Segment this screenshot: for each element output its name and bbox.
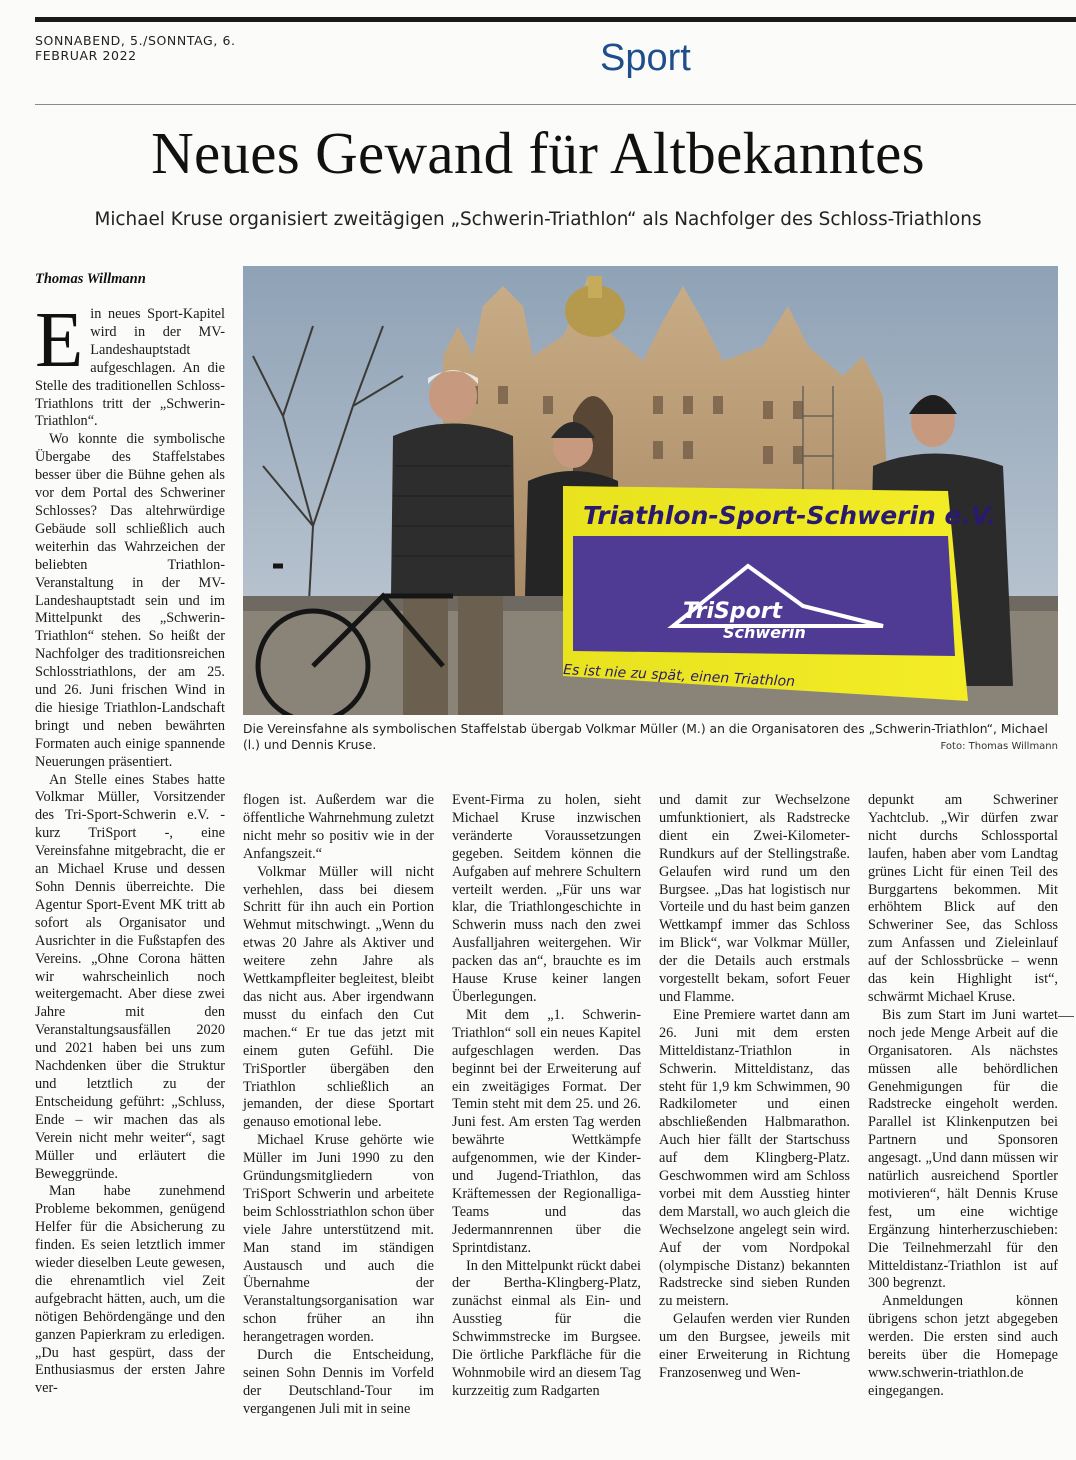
paragraph: Gelaufen werden vier Runden um den Burgsee, jeweils mit einer Erweiterung in Richtung Franzosenweg und Wen- (659, 1311, 850, 1381)
paragraph: Michael Kruse gehörte wie Müller im Juni 1990 zu den Gründungsmitgliedern von TriSport Schwerin und arbeitete beim Schlosstriathlon schon über viele Jahre unterstützend mit. Man stand im ständigen Austausch und auch die Übernahme der Veranstaltungsorganisation war schon früher an ihn herangetragen worden. (243, 1132, 434, 1346)
paragraph: Volkmar Müller will nicht verhehlen, dass bei diesem Schritt für ihn auch ein Portion Wehmut mitschwingt. „Wenn du etwas 20 Jahre als Aktiver und weitere zehn Jahre als Wettkampfleiter begleitest, bleibt das nicht aus. Aber irgendwann musst du einfach den Cut machen.“ Er tue das jetzt mit einem guten Gefühl. Die TriSportler übergäben den Triathlon schließlich an jemanden, der diese Sportart genauso emotional lebe. (243, 863, 434, 1131)
photo-caption: Die Vereinsfahne als symbolischen Staffelstab übergab Volkmar Müller (M.) an die Organisatoren des „Schwerin-Triathlon“, Michael (l.) und Dennis Kruse. (243, 722, 1048, 752)
article-column-5 (868, 792, 1058, 1401)
banner-bottom-text: Es ist nie zu spät, einen Triathlon (562, 662, 796, 691)
paragraph: An Stelle eines Stabes hatte Volkmar Müller, Vorsitzender des Tri-Sport-Schwerin e.V. - kurz TriSport -, eine Vereinsfahne mitgebracht, die er an Michael Kruse und dessen Sohn Dennis überreichte. Die Agentur Sport-Event MK tritt ab sofort als Organisator und Ausrichter in die Fußstapfen des Vereins. „Ohne Corona hätten wir wahrscheinlich noch weitergemacht. Aber diese zwei Jahre mit den Veranstaltungsausfällen 2020 und 2021 haben bei uns zum Nachdenken über die Struktur und letztlich zu der Entscheidung geführt: „Schluss, Ende – wir machen das als Verein nicht mehr weiter“, sagt Müller und erläutert die Beweggründe. (35, 771, 225, 1182)
banner-title: Triathlon-Sport-Schwerin e.V. (583, 501, 996, 530)
headline: Neues Gewand für Altbekanntes (151, 120, 925, 186)
paragraph: Event-Firma zu holen, sieht Michael Kruse inzwischen veränderte Voraussetzungen gegeben. Seitdem können die Aufgaben auf mehrere Schultern verteilt werden. „Für uns war klar, die Triathlongeschichte in Schwerin muss nach den zwei Ausfalljahren weitergehen. Wir packen das an“, brauchte es im Hause Kruse keiner langen Überlegungen. (452, 792, 641, 1005)
photo-illustration (243, 266, 1058, 715)
paragraph: Durch die Entscheidung, seinen Sohn Dennis im Vorfeld der Deutschland-Tour im vergangenen Juli mit in seine (243, 1347, 434, 1417)
paragraph: Bis zum Start im Juni wartet noch jede Menge Arbeit auf die Organisatoren. Als nächstes müssen alle behördlichen Genehmigungen für die Radstrecke eingeholt werden. Parallel ist Klinkenputzen bei Partnern und Sponsoren angesagt. „Und dann müssen wir natürlich ausreichend Sportler motivieren“, hält Dennis Kruse fest, um eine wichtige Ergänzung hinterherzuschieben: Die Teilnehmerzahl für den Mitteldistanz-Triathlon ist auf 300 begrenzt. (868, 1006, 1058, 1292)
paragraph: Eine Premiere wartet dann am 26. Juni mit dem ersten Mitteldistanz-Triathlon in Schwerin. Mitteldistanz, das steht für 1,9 km Schwimmen, 90 Radkilometer und einen abschließenden Halbmarathon. Auch hier fällt der Startschuss auf dem Klingberg-Platz. Geschwommen wird am Schloss vorbei mit dem Ausstieg hinter dem Marstall, wo auch gleich die Wechselzone angelegt sein wird. Auf der vom Nordpokal (olympische Distanz) bekannten Radstrecke sind sieben Runden zu meistern. (659, 1006, 850, 1310)
author-byline: Thomas Willmann (35, 271, 146, 287)
article-photo (243, 266, 1058, 715)
paragraph: flogen ist. Außerdem war die öffentliche Wahrnehmung zuletzt nicht mehr so positiv wie in der Anfangszeit.“ (243, 792, 434, 862)
drop-cap: E (35, 297, 84, 384)
section-title: Sport (600, 37, 691, 79)
lead-text: in neues Sport-Kapitel wird in der MV-Landeshauptstadt aufgeschlagen. An die Stelle des traditionellen Schloss-Triathlons tritt der „Schwerin-Triathlon“. (35, 306, 225, 430)
photo-credit: Foto: Thomas Willmann (940, 741, 1058, 752)
dateline: SONNABEND, 5./SONNTAG, 6. FEBRUAR 2022 (35, 33, 236, 63)
lead-paragraph (35, 297, 225, 431)
paragraph: depunkt am Schweriner Yachtclub. „Wir dürfen zwar nicht durchs Schlossportal laufen, haben aber vom Landtag grünes Licht für einen Teil des Burggartens bekommen. Mit erhöhtem Blick auf den Schweriner See, das Schloss zum Anfassen und Zieleinlauf auf der Schlossbrücke – wenn das kein Highlight ist“, schwärmt Michael Kruse. (868, 792, 1058, 1005)
paragraph: In den Mittelpunkt rückt dabei der Bertha-Klingberg-Platz, zunächst einmal als Ein- und Ausstieg für die Schwimmstrecke im Burgsee. Die örtliche Parkfläche für die Wohnmobile wird an diesem Tag kurzzeitig zum Radgarten (452, 1257, 641, 1399)
paragraph: Wo konnte die symbolische Übergabe des Staffelstabes besser über die Bühne gehen als vor dem Portal des Schweriner Schlosses? Das altehrwürdige Gebäude soll schließlich auch weiterhin das Wahrzeichen der beliebten Triathlon-Veranstaltung in der MV-Landeshauptstadt sein und im Mittelpunkt des „Schwerin-Triathlon“ stehen. So heißt der Nachfolger des traditionsreichen Schlosstriathlons, der am 25. und 26. Juni frischen Wind in die hiesige Triathlon-Landschaft bringt und neben bewährten Formaten auch einige spannende Neuerungen präsentiert. (35, 431, 225, 770)
top-rule (35, 17, 1076, 22)
subheadline: Michael Kruse organisiert zweitägigen „Schwerin-Triathlon“ als Nachfolger des Schloss-Triathlons (94, 209, 982, 230)
article-column-3 (452, 792, 641, 1401)
margin-tick (1058, 1016, 1074, 1017)
paragraph: und damit zur Wechselzone umfunktioniert, als Radstrecke dient ein Zwei-Kilometer-Rundkurs auf der Stellingstraße. Gelaufen wird rund um den Burgsee. „Das hat logistisch nur Vorteile und du hast beim ganzen Wettkampf immer das Schloss im Blick“, war Volkmar Müller, der die Details auch erstmals vorgestellt bekam, sofort Feuer und Flamme. (659, 792, 850, 1005)
banner-logo-line1: TriSport (683, 599, 783, 624)
article-column-1 (35, 297, 225, 1398)
paragraph: Mit dem „1. Schwerin-Triathlon“ soll ein neues Kapitel aufgeschlagen werden. Das beginnt bei der Erweiterung auf ein zweitägiges Format. Der Temin steht mit dem 25. und 26. Juni fest. Am ersten Tag werden bewährte Wettkämpfe aufgenommen, wie der Kinder- und Jugend-Triathlon, das Kräftemessen der Regionalliga-Teams und das Jedermannrennen über die Sprintdistanz. (452, 1006, 641, 1256)
header-divider (35, 104, 1076, 105)
article-column-2 (243, 792, 434, 1419)
banner-logo-line2: Schwerin (723, 623, 806, 642)
paragraph: Man habe zunehmend Probleme bekommen, genügend Helfer für die Absicherung zu finden. Es seien letztlich immer wieder dieselben Leute gewesen, die ehrenamtlich viel Zeit aufgebracht hätten, auch, um die nötigen Behördengänge und den ganzen Papierkram zu erledigen. „Du hast gespürt, dass der Enthusiasmus der ersten Jahre ver- (35, 1183, 225, 1397)
paragraph: Anmeldungen können übrigens schon jetzt abgegeben werden. Die ersten sind auch bereits über die Homepage www.schwerin-triathlon.de eingegangen. (868, 1293, 1058, 1399)
article-column-4 (659, 792, 850, 1383)
